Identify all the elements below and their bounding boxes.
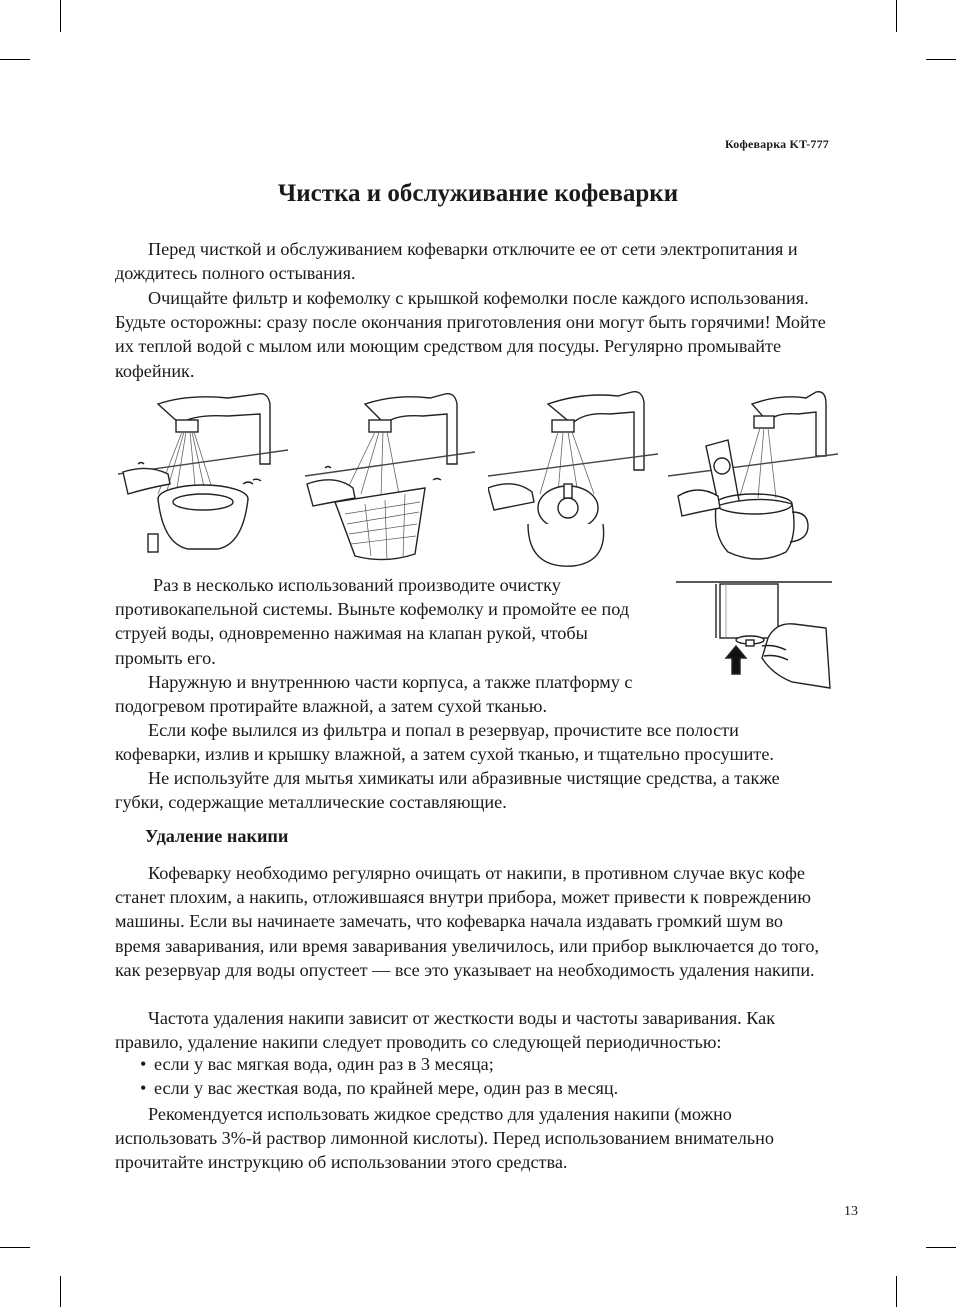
paragraph: Кофеварку необходимо регулярно очищать от накипи, в противном случае вкус кофе станет плохим, а накипь, отложившаяся внутри прибора, может привести к повреждению машины. Если вы начинаете замечать, что кофеварка начала издавать громкий шум во время заваривания, или время заваривания увеличилось, или прибор выключается до того, как резервуар для воды опустеет — все это указывает на необходимость удаления накипи. [115, 863, 820, 980]
crop-mark [0, 1247, 30, 1248]
crop-mark [896, 1276, 897, 1307]
illustration-carafe-wash [668, 376, 838, 566]
illustration-drip-stop-valve [676, 578, 832, 690]
bullet-item: • если у вас жесткая вода, по крайней мере, один раз в месяц. [140, 1076, 618, 1100]
running-header: Кофеварка KT-777 [724, 137, 829, 151]
crop-mark [896, 0, 897, 32]
crop-mark [60, 0, 61, 32]
paragraph-housing: Наружную и внутреннюю части корпуса, а также платформу с подогревом протирайте влажной, а затем сухой тканью. [115, 672, 633, 717]
illustration-filter-wash [118, 384, 288, 564]
paragraph: Рекомендуется использовать жидкое средство для удаления накипи (можно использовать 3%-й раствор лимонной кислоты). Перед использованием внимательно прочитайте инструкцию об использовании этого средства. [115, 1104, 774, 1173]
crop-mark [60, 1276, 61, 1307]
crop-mark [926, 59, 956, 60]
paragraph-drip-stop: Раз в несколько использований производите очистку противокапельной системы. Выньте кофемолку и промойте ее под струей воды, одновременно нажимая на клапан рукой, чтобы промыть его. [115, 575, 630, 668]
page-number: 13 [844, 1204, 858, 1219]
paragraph: Очищайте фильтр и кофемолку с крышкой кофемолки после каждого использования. Будьте осторожны: сразу после окончания приготовления они могут быть горячими! Мойте их теплой водой с мылом или моющим средством для посуды. Регулярно промывайте кофейник. [115, 288, 826, 381]
illustration-grinder-lid-wash [305, 384, 475, 564]
paragraph: Не используйте для мытья химикаты или абразивные чистящие средства, а также губки, содержащие металлические составляющие. [115, 768, 780, 813]
bullet-list [140, 1052, 618, 1100]
paragraph: Перед чисткой и обслуживанием кофеварки отключите ее от сети электропитания и дождитесь полного остывания. [115, 239, 798, 284]
crop-mark [0, 59, 30, 60]
paragraph: Частота удаления накипи зависит от жесткости воды и частоты заваривания. Как правило, удаление накипи следует проводить со следующей периодичностью: [115, 1008, 776, 1053]
illustration-grinder-wash [488, 384, 658, 574]
page-title: Чистка и обслуживание кофеварки [277, 180, 679, 207]
crop-mark [926, 1247, 956, 1248]
paragraph: Если кофе вылился из фильтра и попал в резервуар, прочистите все полости кофеварки, излив и крышку влажной, а затем сухой тканью, и тщательно просушите. [115, 720, 774, 765]
bullet-item: • если у вас мягкая вода, один раз в 3 месяца; [140, 1052, 618, 1076]
section-heading: Удаление накипи [145, 826, 289, 846]
